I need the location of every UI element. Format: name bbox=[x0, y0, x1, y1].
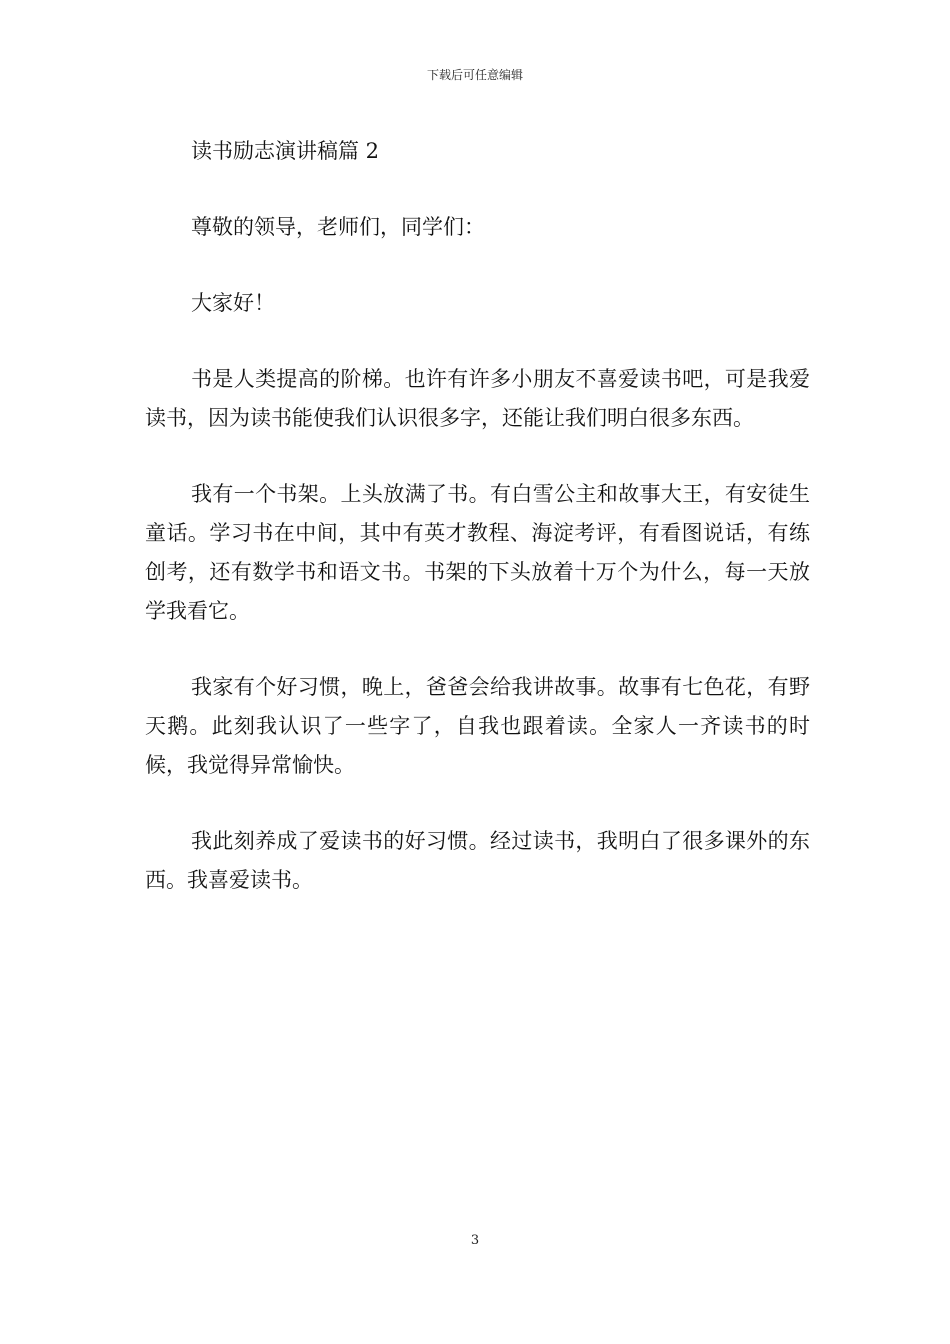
page-number bbox=[0, 1233, 950, 1249]
header-text: 下载后可任意编辑 bbox=[426, 68, 523, 82]
page-header bbox=[0, 68, 950, 82]
greeting-line: 尊敬的领导，老师们，同学们： bbox=[191, 215, 485, 239]
body-paragraph-1: 书是人类提高的阶梯。也许有许多小朋友不喜爱读书吧，可是我爱读书，因为读书能使我们认识很多字，还能让我们明白很多东西。 bbox=[145, 367, 810, 430]
body-paragraph-2: 我有一个书架。上头放满了书。有白雪公主和故事大王，有安徒生童话。学习书在中间，其中有英才教程、海淀考评，有看图说话，有练创考，还有数学书和语文书。书架的下头放着十万个为什么，每一天放学我看它。 bbox=[145, 482, 810, 623]
body-paragraph-3: 我家有个好习惯，晚上，爸爸会给我讲故事。故事有七色花，有野天鹅。此刻我认识了一些字了，自我也跟着读。全家人一齐读书的时候，我觉得异常愉快。 bbox=[145, 675, 810, 777]
body-paragraph-4: 我此刻养成了爱读书的好习惯。经过读书，我明白了很多课外的东西。我喜爱读书。 bbox=[145, 829, 810, 892]
page-number-text: 3 bbox=[470, 1233, 480, 1248]
document-body bbox=[145, 132, 810, 937]
salutation-line: 大家好！ bbox=[191, 291, 275, 315]
document-title: 读书励志演讲稿篇 2 bbox=[191, 139, 380, 163]
